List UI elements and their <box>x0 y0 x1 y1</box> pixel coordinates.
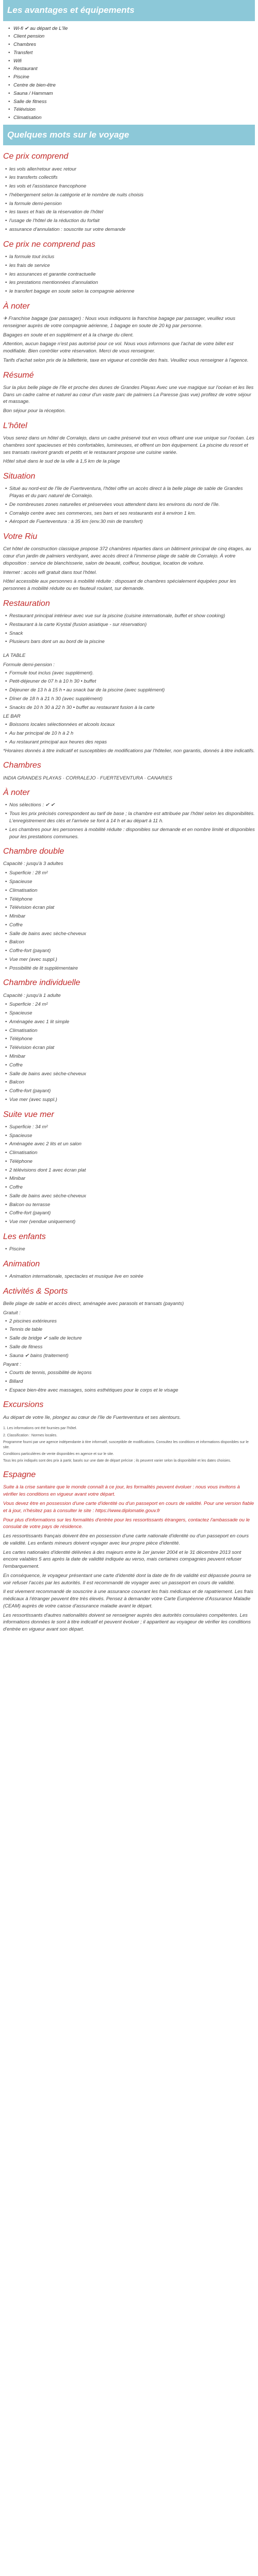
spain-red-1: Suite à la crise sanitaire que le monde connaît à ce jour, les formalités peuvent évoluer : nous vous invitons à vérifier les conditions en vigueur avant votre départ. <box>3 1484 240 1498</box>
excluded-item: • les frais de service <box>5 262 255 269</box>
double-room-item: • Coffre-fort (payant) <box>5 947 255 955</box>
double-room-item: • Télévision écran plat <box>5 904 255 911</box>
sports-paid-item: • Espace bien-être avec massages, soins esthétiques pour le corps et le visage <box>5 1387 255 1394</box>
double-room-item: • Balcon <box>5 939 255 946</box>
sports-free-label: Gratuit : <box>3 1310 21 1316</box>
rooms-line: INDIA GRANDES PLAYAS · CORRALEJO · FUERTEVENTURA · CANARIES <box>3 775 172 781</box>
single-room-item: • Superficie : 24 m² <box>5 1001 255 1008</box>
restaurant-item: • Restaurant à la carte Krystal (fusion asiatique - sur réservation) <box>5 621 255 629</box>
sports-free-item: • Salle de bridge ✔ salle de lecture <box>5 1335 255 1342</box>
legal-notes <box>3 1426 255 1464</box>
situation-item: • Situé au nord-est de l'île de Fuerteventura, l'hôtel offre un accès direct à la belle plage de sable de Grandes Playas et du parc naturel de Corralejo. <box>5 485 255 500</box>
suite-item: • Minibar <box>5 1175 255 1182</box>
included-item: • les transferts collectifs <box>5 174 255 181</box>
spain-para-3: En conséquence, le voyageur présentant une carte d'identité dont la date de fin de validité est dépassée pourra se voir refuser l'accès par les autorités. Il est recommandé de voyager avec un passeport en cours de validité. <box>3 1572 251 1586</box>
sports-free-item: • 2 piscines extérieures <box>5 1318 255 1325</box>
suite-item: • Vue mer (vendue uniquement) <box>5 1218 255 1226</box>
amenity-item: • Centre de bien-être <box>10 82 255 89</box>
bar-note: *Horaires donnés à titre indicatif et susceptibles de modifications par l'hôtelier, non garantis, donnés à titre indicatifs. <box>3 748 255 754</box>
amenity-item: • Wi-fi ✔ au départ de L'île <box>10 25 255 32</box>
single-room-title: Chambre individuelle <box>3 978 80 988</box>
double-room-item: • Climatisation <box>5 887 255 894</box>
table-line: • Petit-déjeuner de 07 h à 10 h 30 • buffet <box>5 678 255 685</box>
suite-item: • Spacieuse <box>5 1132 255 1140</box>
suite-item: • Aménagée avec 2 lits et un salon <box>5 1141 255 1148</box>
price-excluded-list <box>3 253 255 295</box>
double-room-item: • Superficie : 28 m² <box>5 870 255 877</box>
sports-free-item: • Salle de fitness <box>5 1344 255 1351</box>
spain-para-5: Les ressortissants d'autres nationalités doivent se renseigner auprès des autorités consulaires compétentes. Les informations données le sont à titre indicatif et peuvent évoluer ; il appartient au voyageur de vérifier les conditions d'entrée en vigueur avant son départ. <box>3 1612 251 1633</box>
legal-line: 1. Les informations ont été fournies par l'hôtel. <box>3 1427 77 1431</box>
excursions-title: Excursions <box>3 1400 44 1410</box>
rooms-note-list <box>3 802 255 840</box>
table-lines <box>3 670 255 711</box>
amenity-item: • Salle de fitness <box>10 98 255 106</box>
animation-item: • Animation internationale, spectacles et musique live en soirée <box>5 1273 255 1280</box>
summary-title: Résumé <box>3 370 34 380</box>
animation-list <box>3 1273 255 1280</box>
amenities-list <box>3 25 255 122</box>
included-item: • assurance d'annulation : souscrite sur votre demande <box>5 226 255 233</box>
single-room-list <box>3 1001 255 1103</box>
section-banner-trip: Quelques mots sur le voyage <box>3 125 255 146</box>
single-room-item: • Balcon <box>5 1079 255 1086</box>
spain-red-3: Pour plus d'informations sur les formalités d'entrée pour les ressortissants étrangers, contactez l'ambassade ou le consulat de votre pays de résidence. <box>3 1517 250 1530</box>
situation-title: Situation <box>3 472 36 481</box>
restaurant-item: • Snack <box>5 630 255 637</box>
restaurant-item: • Restaurant principal intérieur avec vue sur la piscine (cuisine internationale, buffet et show cooking) <box>5 613 255 620</box>
restauration-list <box>3 613 255 646</box>
suite-item: • Balcon ou terrasse <box>5 1201 255 1209</box>
amenity-item: • Wifi <box>10 58 255 65</box>
note-paragraph: Tarifs d'achat selon prix de la billetterie, taxe en vigueur et contrôle des frais. Veuillez vous renseigner à l'agence. <box>3 357 249 363</box>
summary-extra: Bon séjour pour la réception. <box>3 408 66 414</box>
bar-lines <box>3 721 255 745</box>
included-item: • l'usage de l'hôtel de la réduction du forfait <box>5 217 255 225</box>
suite-item: • Coffre-fort (payant) <box>5 1210 255 1217</box>
infants-item: • Piscine <box>5 1246 255 1253</box>
price-excluded-title: Ce prix ne comprend pas <box>3 240 95 249</box>
suite-item: • 2 télévisions dont 1 avec écran plat <box>5 1167 255 1174</box>
note-paragraph: Attention, aucun bagage n'est pas autorisé pour ce vol. Nous vous informons que l'achat de votre billet est modifiable. Bien contrôler votre réservation. Merci de vous renseigner. <box>3 341 234 354</box>
infants-title: Les enfants <box>3 1232 46 1241</box>
double-room-capacity: Capacité : jusqu'à 3 adultes <box>3 861 63 867</box>
single-room-item: • Télévision écran plat <box>5 1044 255 1052</box>
bar-line: • Boissons locales sélectionnées et alcools locaux <box>5 721 255 728</box>
situation-item: • Aéroport de Fuerteventura : à 35 km (env.30 min de transfert) <box>5 518 255 526</box>
excursions-text: Au départ de votre île, plongez au cœur de l'île de Fuerteventura et ses alentours. <box>3 1414 181 1420</box>
sports-paid-list <box>3 1369 255 1394</box>
table-line: • Déjeuner de 13 h à 15 h • au snack bar de la piscine (avec supplément) <box>5 687 255 694</box>
suite-item: • Superficie : 34 m² <box>5 1124 255 1131</box>
legal-line: Programme fourni par une agence indépendante à titre informatif, susceptible de modifications. Consultez les conditions et informations disponibles sur le site. <box>3 1440 249 1449</box>
single-room-item: • Aménagée avec 1 lit simple <box>5 1019 255 1026</box>
rooms-note-item: • Tous les prix précisés correspondent au tarif de base ; la chambre est attribuée par l'hôtel selon les disponibilités. L'enregistrement des clés et l'arrivée se font à 14 h et au départ à 11 h. <box>5 810 255 825</box>
rooms-note-title: À noter <box>3 788 30 798</box>
votre-ile-extra2: Hôtel accessible aux personnes à mobilité réduite : disposant de chambres spécialement équipées pour les personnes à mobilité réduite ou en fauteuil roulant, sur demande. <box>3 579 236 592</box>
table-line: • Dîner de 18 h à 21 h 30 (avec supplément) <box>5 696 255 703</box>
suite-item: • Salle de bains avec sèche-cheveux <box>5 1193 255 1200</box>
single-room-item: • Climatisation <box>5 1027 255 1035</box>
price-included-title: Ce prix comprend <box>3 152 69 161</box>
single-room-item: • Vue mer (avec suppl.) <box>5 1096 255 1104</box>
double-room-item: • Possibilité de lit supplémentaire <box>5 965 255 972</box>
double-room-item: • Salle de bains avec sèche-cheveux <box>5 930 255 938</box>
single-room-item: • Coffre-fort (payant) <box>5 1088 255 1095</box>
amenity-item: • Transfert <box>10 49 255 57</box>
excluded-item: • le transfert bagage en soute selon la compagnie aérienne <box>5 288 255 295</box>
single-room-item: • Téléphone <box>5 1036 255 1043</box>
votre-ile-extra: Internet : accès wifi gratuit dans tout l'hôtel. <box>3 569 97 575</box>
sports-paid-label: Payant : <box>3 1362 21 1368</box>
infants-list <box>3 1246 255 1253</box>
spain-para-4: Il est vivement recommandé de souscrire à une assurance couvrant les frais médicaux et de rapatriement. Les frais médicaux à l'étranger peuvent être très élevés. Pensez à demander votre Carte Européenne d'Assurance Maladie (CEAM) auprès de votre caisse d'assurance maladie avant le départ. <box>3 1589 253 1609</box>
price-included-list <box>3 166 255 233</box>
note-paragraph: Bagages en soute et en supplément et à la charge du client. <box>3 332 134 338</box>
spain-para-1: Les ressortissants français doivent être en possession d'une carte nationale d'identité ou d'un passeport en cours de validité. Les enfants mineurs doivent voyager avec leur propre pièce d'identité. <box>3 1533 249 1546</box>
excluded-item: • les prestations mentionnées d'annulation <box>5 279 255 286</box>
included-item: • la formule demi-pension <box>5 200 255 208</box>
single-room-item: • Minibar <box>5 1053 255 1060</box>
legal-line: 2. Classification : Normes locales. <box>3 1433 58 1437</box>
rooms-note-item: • Nos sélections : ✔ ✔ <box>5 802 255 809</box>
amenity-item: • Sauna / Hammam <box>10 90 255 97</box>
single-room-item: • Salle de bains avec sèche-cheveux <box>5 1071 255 1078</box>
double-room-item: • Spacieuse <box>5 878 255 886</box>
suite-list <box>3 1124 255 1226</box>
sports-paid-item: • Billard <box>5 1378 255 1385</box>
legal-line: Tous les prix indiqués sont des prix à partir, basés sur une date de départ précise ; ils peuvent varier selon la disponibilité et les dates choisies. <box>3 1459 231 1463</box>
excluded-item: • la formule tout inclus <box>5 253 255 261</box>
legal-line: Conditions particulières de vente disponibles en agence et sur le site. <box>3 1452 114 1456</box>
double-room-item: • Minibar <box>5 913 255 920</box>
sports-free-item: • Sauna ✔ bains (traitement) <box>5 1352 255 1360</box>
excluded-item: • les assurances et garantie contractuelle <box>5 271 255 278</box>
situation-item: • De nombreuses zones naturelles et préservées vous attendent dans les environs du nord de l'île. <box>5 501 255 509</box>
votre-ile-text: Cet hôtel de construction classique propose 372 chambres réparties dans un bâtiment principal de cinq étages, au cœur d'un jardin de palmiers verdoyant, avec accès direct à l'immense plage de sable de Corralejo. À votre disposition : service de blanchisserie, salon de beauté, coiffeur, boutique, location de voiture. <box>3 546 251 566</box>
included-item: • les vols aller/retour avec retour <box>5 166 255 173</box>
spain-title: Espagne <box>3 1470 36 1480</box>
amenity-item: • Restaurant <box>10 65 255 73</box>
amenity-item: • Piscine <box>10 74 255 81</box>
spain-red-2: Vous devez être en possession d'une carte d'identité ou d'un passeport en cours de validité. Pour une version fiable et à jour, n'hésitez pas à consulter le site : https://www.diplomatie.gouv.fr <box>3 1500 254 1514</box>
suite-item: • Climatisation <box>5 1149 255 1157</box>
formula-label: Formule demi-pension : <box>3 662 55 668</box>
single-room-item: • Spacieuse <box>5 1010 255 1017</box>
table-line: • Formule tout inclus (avec supplément). <box>5 670 255 677</box>
situation-list <box>3 485 255 526</box>
spain-para-2: Les cartes nationales d'identité délivrées à des majeurs entre le 1er janvier 2004 et le 31 décembre 2013 sont encore valables 5 ans après la date de validité indiquée au verso, mais certaines compagnies peuvent refuser l'embarquement. <box>3 1549 242 1570</box>
table-title: LA TABLE <box>3 653 26 659</box>
note-paragraphs <box>3 315 255 364</box>
sports-free-list <box>3 1318 255 1360</box>
animation-title: Animation <box>3 1259 40 1268</box>
rooms-note-item: • Les chambres pour les personnes à mobilité réduite : disponibles sur demande et en nombre limité et disponibles pour les prestations communes. <box>5 826 255 841</box>
table-line: • Snacks de 10 h 30 à 22 h 30 • buffet au restaurant fusion à la carte <box>5 704 255 711</box>
situation-item: • Corralejo centre avec ses commerces, ses bars et ses restaurants est à environ 1 km. <box>5 510 255 517</box>
double-room-item: • Téléphone <box>5 896 255 903</box>
amenity-item: • Chambres <box>10 41 255 48</box>
suite-item: • Coffre <box>5 1184 255 1191</box>
note-paragraph: ✈ Franchise bagage (par passager) : Nous vous indiquons la franchise bagage par passager, veuillez vous renseigner auprès de votre compagnie aérienne, 1 bagage en soute de 20 kg par personne. <box>3 315 235 329</box>
hotel-extra: Hôtel situé dans le sud de la ville à 1,5 km de la plage <box>3 459 120 465</box>
sports-paid-item: • Courts de tennis, possibilité de leçons <box>5 1369 255 1377</box>
sports-intro: Belle plage de sable et accès direct, aménagée avec parasols et transats (payants) <box>3 1301 184 1307</box>
included-item: • l'hébergement selon la catégorie et le nombre de nuits choisis <box>5 192 255 199</box>
double-room-item: • Vue mer (avec suppl.) <box>5 956 255 963</box>
sports-title: Activités & Sports <box>3 1286 68 1296</box>
included-item: • les vols et l'assistance francophone <box>5 183 255 190</box>
double-room-list <box>3 870 255 972</box>
amenity-item: • Climatisation <box>10 114 255 122</box>
single-room-capacity: Capacité : jusqu'à 1 adulte <box>3 992 61 998</box>
restauration-title: Restauration <box>3 599 50 608</box>
hotel-text: Vous serez dans un hôtel de Corralejo, dans un cadre préservé tout en vous offrant une vue unique sur l'océan. Les chambres sont spacieuses et très confortables, lumineuses, et offrent un bon équipement. La piscine du resort et ses transats raviront grands et petits et le restaurant propose une cuisine variée. <box>3 435 254 455</box>
summary-text: Sur la plus belle plage de l'île et proche des dunes de Grandes Playas Avec une vue magique sur l'océan et les îles Dans un cadre calme et naturel au cœur d'un vaste parc de palmiers La Paresse (pas vue) profitez de votre séjour et massage. <box>3 384 254 405</box>
bar-line: • Au restaurant principal aux heures des repas <box>5 739 255 746</box>
single-room-item: • Coffre <box>5 1062 255 1069</box>
votre-ile-title: Votre Riu <box>3 532 38 541</box>
double-room-title: Chambre double <box>3 847 64 856</box>
sports-free-item: • Tennis de table <box>5 1326 255 1333</box>
rooms-title: Chambres <box>3 761 41 770</box>
note-title: À noter <box>3 301 30 311</box>
included-item: • les taxes et frais de la réservation de l'hôtel <box>5 209 255 216</box>
suite-title: Suite vue mer <box>3 1110 54 1119</box>
suite-item: • Téléphone <box>5 1158 255 1165</box>
section-banner-amenities: Les avantages et équipements <box>3 0 255 21</box>
amenity-item: • Télévision <box>10 106 255 113</box>
bar-line: • Au bar principal de 10 h à 2 h <box>5 730 255 737</box>
amenity-item: • Client pension <box>10 33 255 40</box>
hotel-title: L'hôtel <box>3 421 27 430</box>
double-room-item: • Coffre <box>5 922 255 929</box>
bar-title: LE BAR <box>3 714 21 720</box>
restaurant-item: • Plusieurs bars dont un au bord de la piscine <box>5 638 255 646</box>
